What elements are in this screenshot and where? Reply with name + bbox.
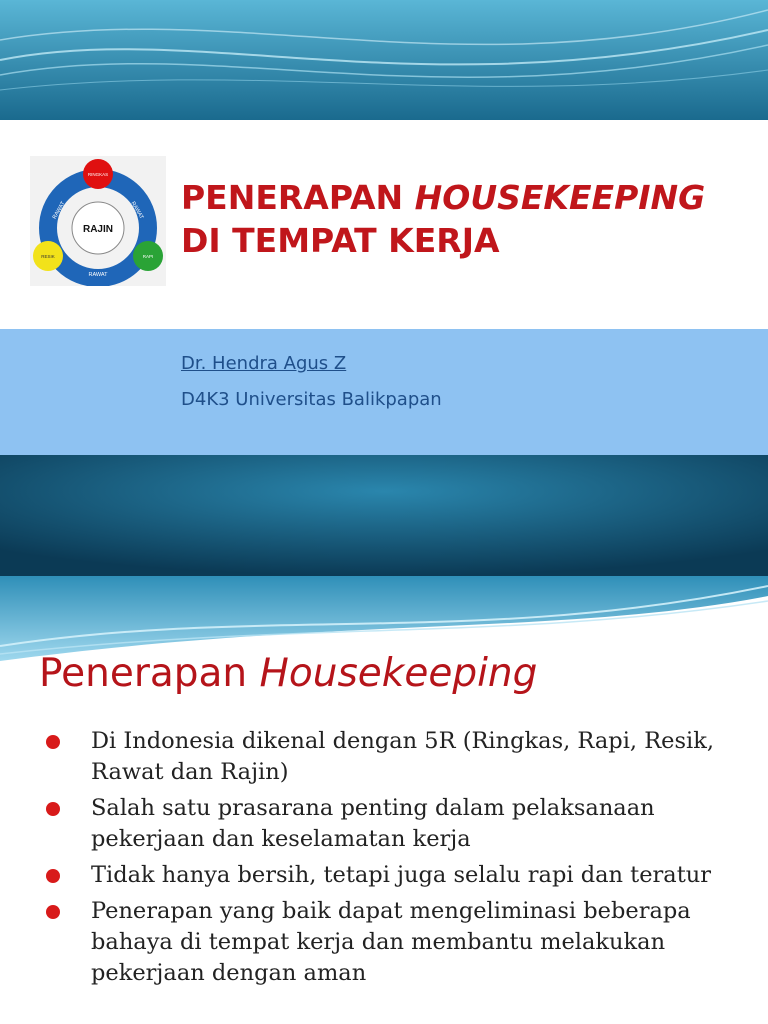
author-link[interactable]: Dr. Hendra Agus Z — [181, 353, 347, 374]
bullet-list — [45, 726, 745, 994]
5r-cycle-logo — [30, 156, 166, 286]
logo-arc-bottom-label: RAWAT — [88, 272, 108, 278]
affiliation-text: D4K3 Universitas Balikpapan — [181, 389, 442, 410]
content-title — [39, 651, 537, 696]
logo-right-label: RAPI — [142, 254, 154, 259]
bullet-dot-icon — [46, 802, 60, 816]
bullet-dot-icon — [46, 905, 60, 919]
logo-arc-left-label: RAWAT — [51, 200, 67, 221]
content-title-plain: Penerapan — [39, 651, 260, 696]
list-item — [45, 860, 745, 891]
bullet-dot-icon — [46, 735, 60, 749]
bullet-text: Salah satu prasarana penting dalam pelaksanaan pekerjaan dan keselamatan kerja — [91, 795, 655, 852]
list-item — [45, 793, 745, 855]
bullet-text: Tidak hanya bersih, tetapi juga selalu rapi dan teratur — [91, 862, 712, 888]
content-title-italic: Housekeeping — [259, 651, 538, 696]
logo-arc-right-label: RAWAT — [129, 200, 145, 221]
title-plain: PENERAPAN — [181, 178, 415, 217]
logo-left-label: RESIK — [41, 254, 55, 259]
title-italic: HOUSEKEEPING — [414, 178, 706, 217]
list-item — [45, 726, 745, 788]
top-wave-decoration — [0, 0, 768, 120]
bullet-text: Penerapan yang baik dapat mengeliminasi beberapa bahaya di tempat kerja dan membantu melakukan pekerjaan dengan aman — [91, 898, 691, 986]
title-line2: DI TEMPAT KERJA — [181, 221, 500, 260]
bullet-dot-icon — [46, 869, 60, 883]
bullet-text: Di Indonesia dikenal dengan 5R (Ringkas, Rapi, Resik, Rawat dan Rajin) — [91, 728, 714, 785]
logo-center-label: RAJIN — [82, 224, 114, 235]
dark-band-decoration — [0, 455, 768, 576]
slide-title — [181, 176, 705, 262]
logo-top-label: RINGKAS — [87, 172, 109, 177]
list-item — [45, 896, 745, 989]
